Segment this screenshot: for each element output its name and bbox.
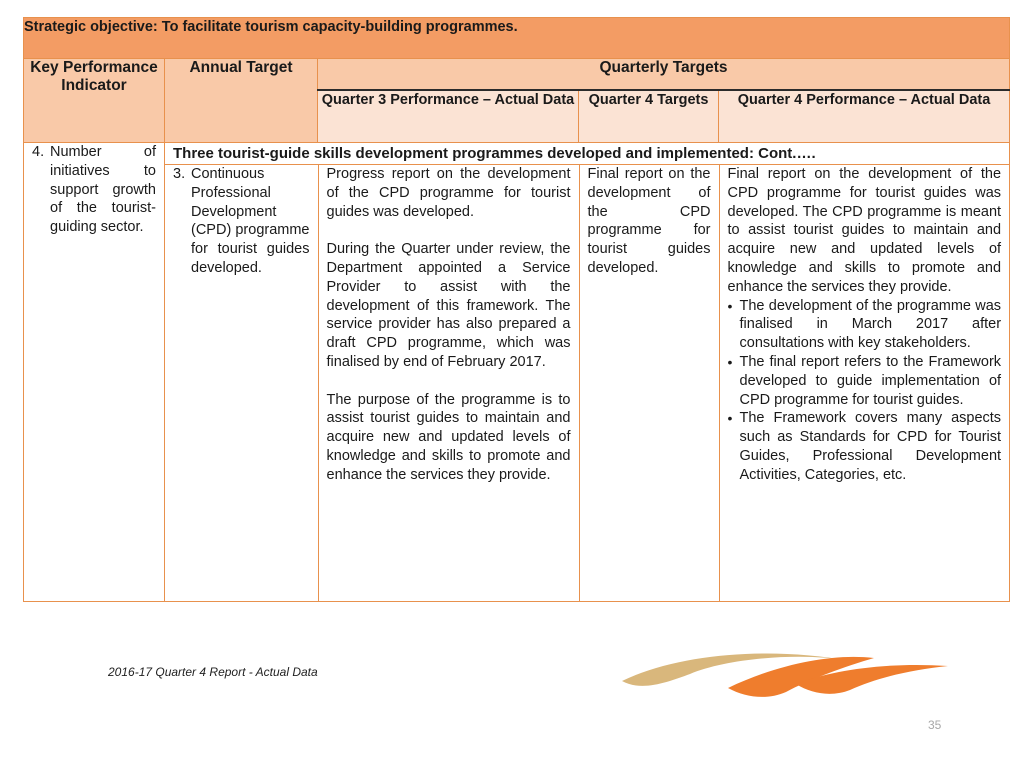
q4-targets-cell	[579, 165, 719, 601]
section-title: Three tourist-guide skills development programmes developed and implemented: Cont.….	[165, 143, 1009, 165]
annual-target-cell	[165, 165, 318, 601]
details-cell	[165, 143, 1010, 602]
q3-paragraph: During the Quarter under review, the Department appointed a Service Provider to assist with the development of this framework. The service provider has also prepared a draft CPD programme, which was finalised by end of February 2017.	[326, 241, 571, 370]
annual-target-item	[165, 165, 318, 278]
strategic-objective: Strategic objective: To facilitate tourism capacity-building programmes.	[24, 18, 1010, 59]
q3-performance-cell	[318, 165, 579, 601]
q4-performance-cell	[719, 165, 1009, 601]
kpi-number: 4.	[32, 144, 45, 160]
q4-bullet-item	[728, 297, 1002, 353]
header-quarterly-targets: Quarterly Targets	[318, 59, 1010, 91]
bullet-icon: •	[727, 297, 733, 314]
q4-performance-body	[720, 165, 1010, 491]
kpi-item	[24, 143, 164, 237]
bullet-icon: •	[727, 410, 733, 427]
q4-target-text: Final report on the development of the CPD programme for tourist guides developed.	[587, 166, 711, 276]
q4-bullet-text: The final report refers to the Framework developed to guide implementation of CPD programme for tourist guides.	[739, 353, 1002, 408]
footer-text: 2016-17 Quarter 4 Report - Actual Data	[108, 665, 318, 679]
q4-bullet-list	[728, 297, 1002, 485]
q3-paragraph: The purpose of the programme is to assist tourist guides to maintain and acquire new and updated levels of knowledge and skills to promote and enhance the services they provide.	[326, 391, 571, 483]
header-q3-performance: Quarter 3 Performance – Actual Data	[318, 90, 579, 143]
header-kpi: Key Performance Indicator	[24, 59, 165, 143]
kpi-text: Number of initiatives to support growth of the tourist-guiding sector.	[50, 144, 156, 236]
annual-target-text: Continuous Professional Development (CPD) programme for tourist guides developed.	[191, 166, 310, 276]
bullet-icon: •	[727, 353, 733, 370]
page-number: 35	[928, 718, 942, 732]
header-q4-targets: Quarter 4 Targets	[579, 90, 719, 143]
swoosh-logo-icon	[618, 648, 953, 703]
q4-bullet-item	[728, 409, 1002, 484]
q3-paragraph: Progress report on the development of the CPD programme for tourist guides was developed.	[326, 166, 571, 220]
q4-bullet-text: The Framework covers many aspects such as Standards for CPD for Tourist Guides, Professional Development Activities, Categories, etc.	[739, 410, 1002, 483]
q4-bullet-item	[728, 353, 1002, 409]
q4-performance-intro: Final report on the development of the CPD programme for tourist guides was developed. The CPD programme is meant to assist tourist guides to maintain and acquire new and updated levels of knowledge and skills to promote and enhance the services they provide.	[727, 166, 1002, 295]
q4-bullet-text: The development of the programme was finalised in March 2017 after consultations with key stakeholders.	[739, 297, 1002, 352]
header-q4-performance: Quarter 4 Performance – Actual Data	[719, 90, 1010, 143]
details-inner-table	[165, 165, 1009, 601]
q3-performance-body	[319, 165, 579, 491]
performance-table	[23, 17, 1010, 602]
kpi-cell	[24, 143, 165, 602]
annual-target-number: 3.	[173, 166, 186, 182]
header-annual-target: Annual Target	[165, 59, 318, 143]
